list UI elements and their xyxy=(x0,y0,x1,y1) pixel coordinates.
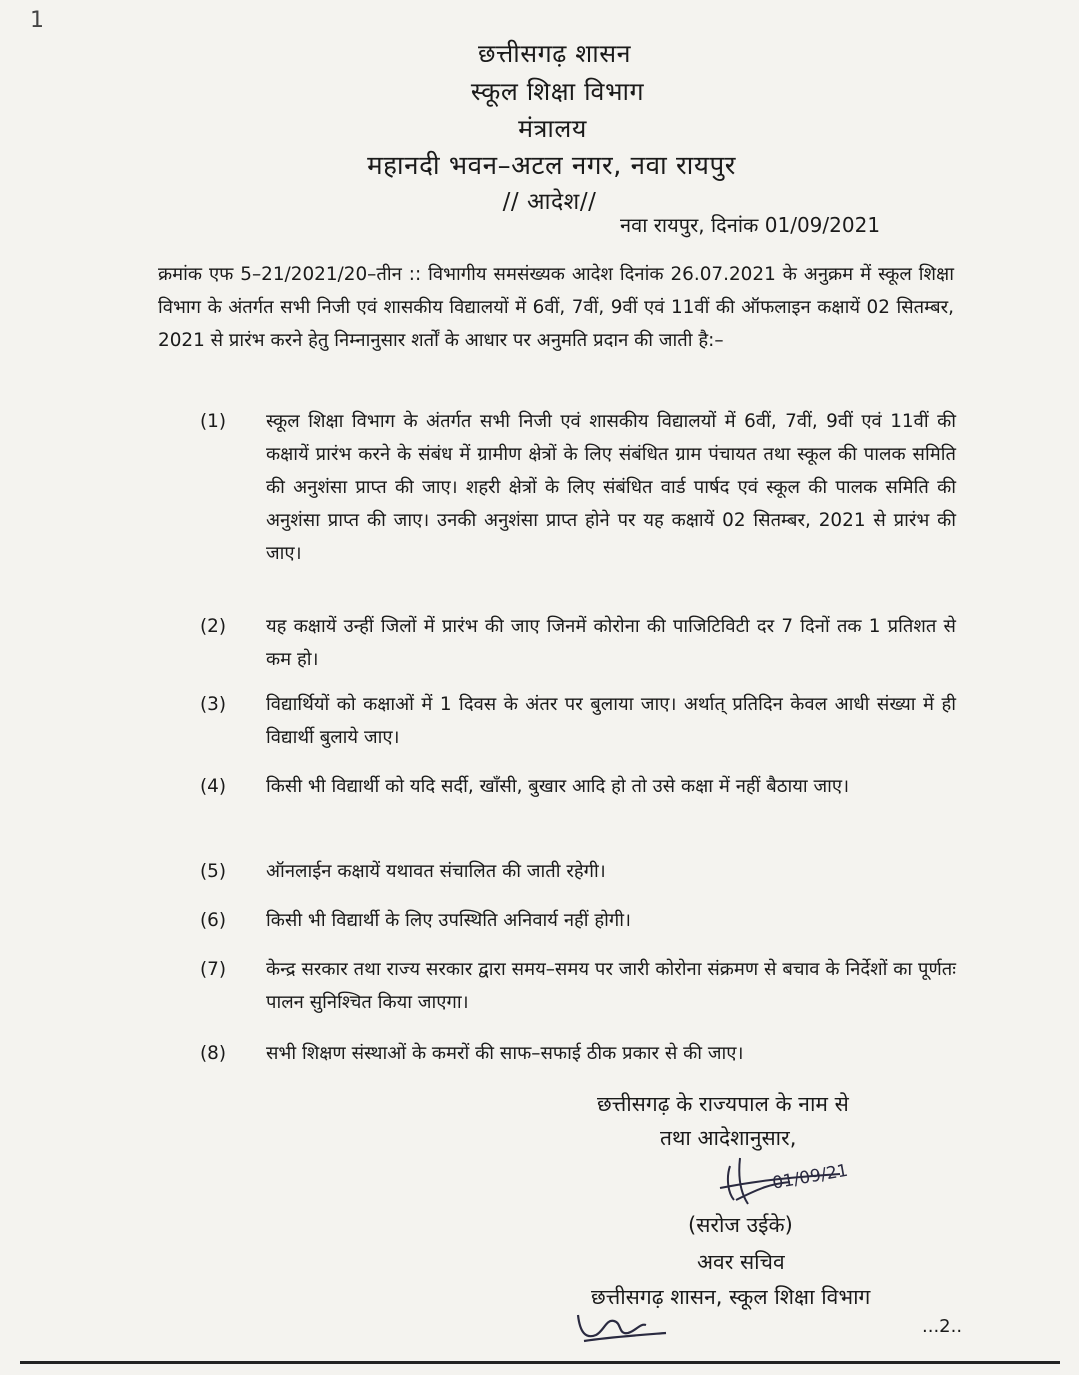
signatory-name: (सरोज उईके) xyxy=(688,1213,793,1237)
item-text: केन्द्र सरकार तथा राज्य सरकार द्वारा समय–समय पर जारी कोरोना संक्रमण से बचाव के निर्देशों का पूर्णतः पालन सुनिश्चित किया जाएगा। xyxy=(266,959,956,1013)
header-department: स्कूल शिक्षा विभाग xyxy=(470,77,645,106)
corner-mark: 1 xyxy=(30,8,44,33)
item-text: स्कूल शिक्षा विभाग के अंतर्गत सभी निजी एवं शासकीय विद्यालयों में 6वीं, 7वीं, 9वीं एवं 11वीं की कक्षायें प्रारंभ करने के संबंध में ग्रामीण क्षेत्रों के लिए संबंधित ग्राम पंचायत तथा स्कूल की पालक समिति की अनुशंसा प्राप्त की जाए। शहरी क्षेत्रों के लिए संबंधित वार्ड पार्षद एवं स्कूल की पालक समिति की अनुशंसा प्राप्त की जाए। उनकी अनुशंसा प्राप्त होने पर यह कक्षायें 02 सितम्बर, 2021 से प्रारंभ की जाए। xyxy=(266,411,956,564)
signature-order-line: तथा आदेशानुसार, xyxy=(660,1126,797,1150)
signature-date: 01/09/21 xyxy=(770,1160,850,1194)
item-number: (1) xyxy=(200,411,227,432)
item-text: सभी शिक्षण संस्थाओं के कमरों की साफ–सफाई ठीक प्रकार से की जाए। xyxy=(266,1043,744,1064)
page-continuation: ...2.. xyxy=(922,1316,963,1337)
handwritten-initials xyxy=(570,1305,670,1349)
header-address: महानदी भवन–अटल नगर, नवा रायपुर xyxy=(367,151,736,181)
signatory-office: छत्तीसगढ़ शासन, स्कूल शिक्षा विभाग xyxy=(591,1285,871,1309)
item-number: (6) xyxy=(200,910,227,931)
item-text: यह कक्षायें उन्हीं जिलों में प्रारंभ की जाए जिनमें कोरोना की पाजिटिविटी दर 7 दिनों तक 1 प्रतिशत से कम हो। xyxy=(266,616,956,670)
item-number: (4) xyxy=(200,776,227,797)
header-order-title: // आदेश// xyxy=(502,189,597,215)
item-number: (5) xyxy=(200,861,227,882)
item-number: (8) xyxy=(200,1043,227,1064)
item-text: विद्यार्थियों को कक्षाओं में 1 दिवस के अंतर पर बुलाया जाए। अर्थात् प्रतिदिन केवल आधी संख्या में ही विद्यार्थी बुलाये जाए। xyxy=(266,694,956,748)
item-number: (3) xyxy=(200,694,227,715)
dateline: नवा रायपुर, दिनांक 01/09/2021 xyxy=(620,213,881,237)
bottom-edge-rule xyxy=(20,1361,1060,1364)
item-number: (2) xyxy=(200,616,227,637)
intro-paragraph: क्रमांक एफ 5–21/2021/20–तीन :: विभागीय समसंख्यक आदेश दिनांक 26.07.2021 के अनुक्रम में स्कूल शिक्षा विभाग के अंतर्गत सभी निजी एवं शासकीय विद्यालयों में 6वीं, 7वीं, 9वीं एवं 11वीं की ऑफलाइन कक्षायें 02 सितम्बर, 2021 से प्रारंभ करने हेतु निम्नानुसार शर्तों के आधार पर अनुमति प्रदान की जाती है:– xyxy=(158,264,954,351)
item-number: (7) xyxy=(200,959,227,980)
item-text: ऑनलाईन कक्षायें यथावत संचालित की जाती रहेगी। xyxy=(266,861,606,882)
signatory-designation: अवर सचिव xyxy=(697,1250,785,1274)
header-state-government: छत्तीसगढ़ शासन xyxy=(477,39,632,68)
item-text: किसी भी विद्यार्थी को यदि सर्दी, खाँसी, बुखार आदि हो तो उसे कक्षा में नहीं बैठाया जाए। xyxy=(266,776,850,797)
item-text: किसी भी विद्यार्थी के लिए उपस्थिति अनिवार्य नहीं होगी। xyxy=(266,910,632,931)
signature-authority-line: छत्तीसगढ़ के राज्यपाल के नाम से xyxy=(597,1092,849,1116)
header-ministry: मंत्रालय xyxy=(518,114,587,143)
